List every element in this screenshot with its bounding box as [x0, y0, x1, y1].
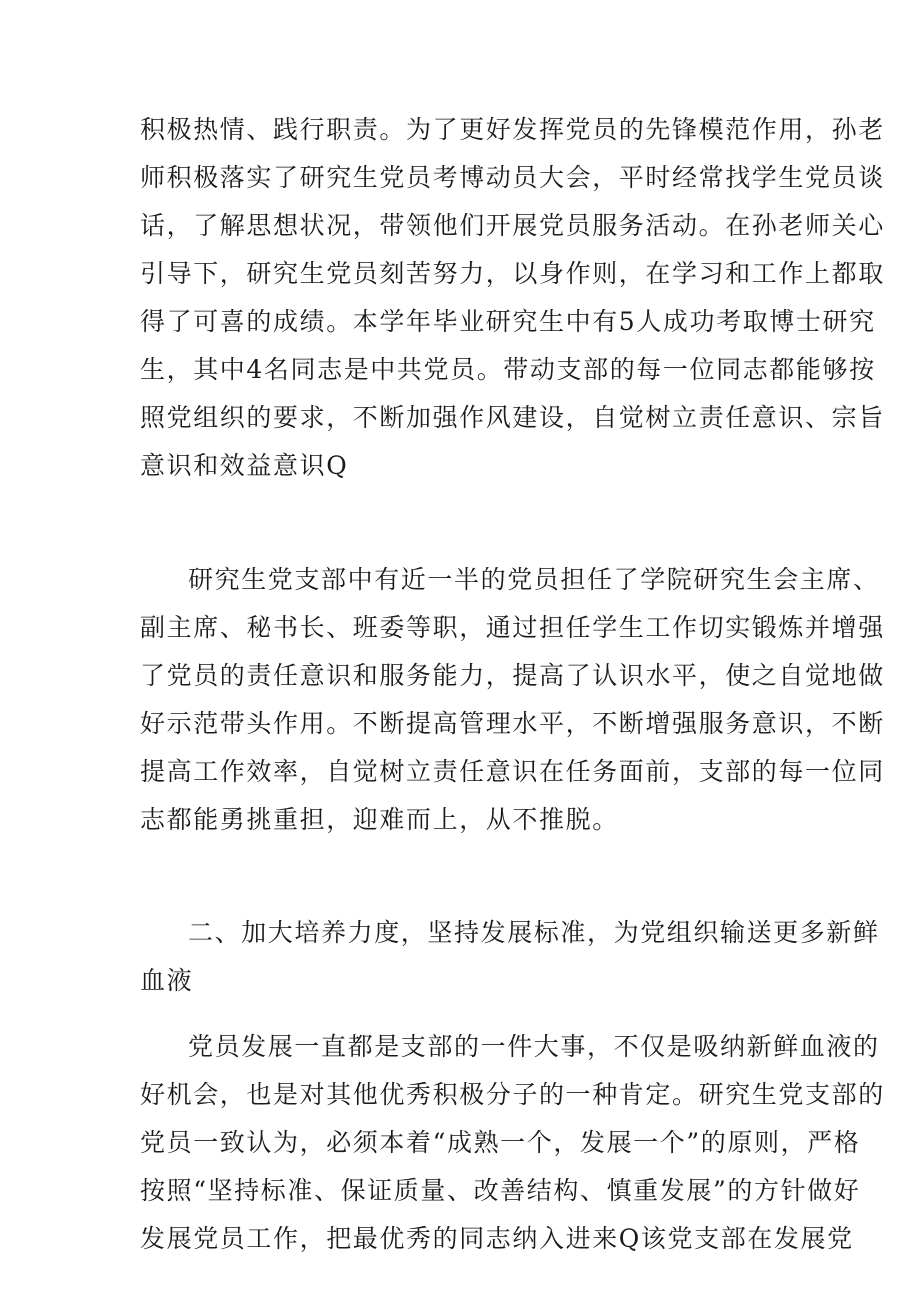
paragraph-line: 了党员的责任意识和服务能力，提高了认识水平，使之自觉地做 — [140, 661, 885, 690]
heading-line: 二、加大培养力度，坚持发展标准，为党组织输送更多新鲜 — [188, 918, 880, 947]
paragraph-line: 好机会，也是对其他优秀积极分子的一种肯定。研究生党支部的 — [140, 1080, 885, 1109]
paragraph-line: 提高工作效率，自觉树立责任意识在任务面前，支部的每一位同 — [140, 757, 885, 786]
paragraph-line: 党员发展一直都是支部的一件大事，不仅是吸纳新鲜血液的 — [188, 1032, 880, 1061]
paragraph-line: 发展党员工作，把最优秀的同志纳入进来Q该党支部在发展党 — [140, 1224, 854, 1253]
paragraph-line: 副主席、秘书长、班委等职，通过担任学生工作切实锻炼并增强 — [140, 613, 885, 642]
paragraph-line: 生，其中4名同志是中共党员。带动支部的每一位同志都能够按 — [140, 355, 876, 384]
paragraph-line: 研究生党支部中有近一半的党员担任了学院研究生会主席、 — [188, 565, 880, 594]
paragraph-line: 师积极落实了研究生党员考博动员大会，平时经常找学生党员谈 — [140, 163, 885, 192]
paragraph-line: 得了可喜的成绩。本学年毕业研究生中有5人成功考取博士研究 — [140, 307, 876, 336]
paragraph-line: 引导下，研究生党员刻苦努力，以身作则，在学习和工作上都取 — [140, 259, 885, 288]
paragraph-line: 照党组织的要求，不断加强作风建设，自觉树立责任意识、宗旨 — [140, 403, 885, 432]
paragraph-line: 话，了解思想状况，带领他们开展党员服务活动。在孙老师关心 — [140, 211, 885, 240]
paragraph-line: 好示范带头作用。不断提高管理水平，不断增强服务意识，不断 — [140, 709, 885, 738]
paragraph-line: 积极热情、践行职责。为了更好发挥党员的先锋模范作用，孙老 — [140, 115, 885, 144]
paragraph-line: 意识和效益意识Q — [140, 451, 349, 480]
paragraph-line: 党员一致认为，必须本着“成熟一个，发展一个”的原则，严格 — [140, 1128, 861, 1157]
paragraph-line: 按照“坚持标准、保证质量、改善结构、慎重发展”的方针做好 — [140, 1176, 861, 1205]
paragraph-line: 志都能勇挑重担，迎难而上，从不推脱。 — [140, 805, 619, 834]
heading-line: 血液 — [140, 966, 194, 995]
